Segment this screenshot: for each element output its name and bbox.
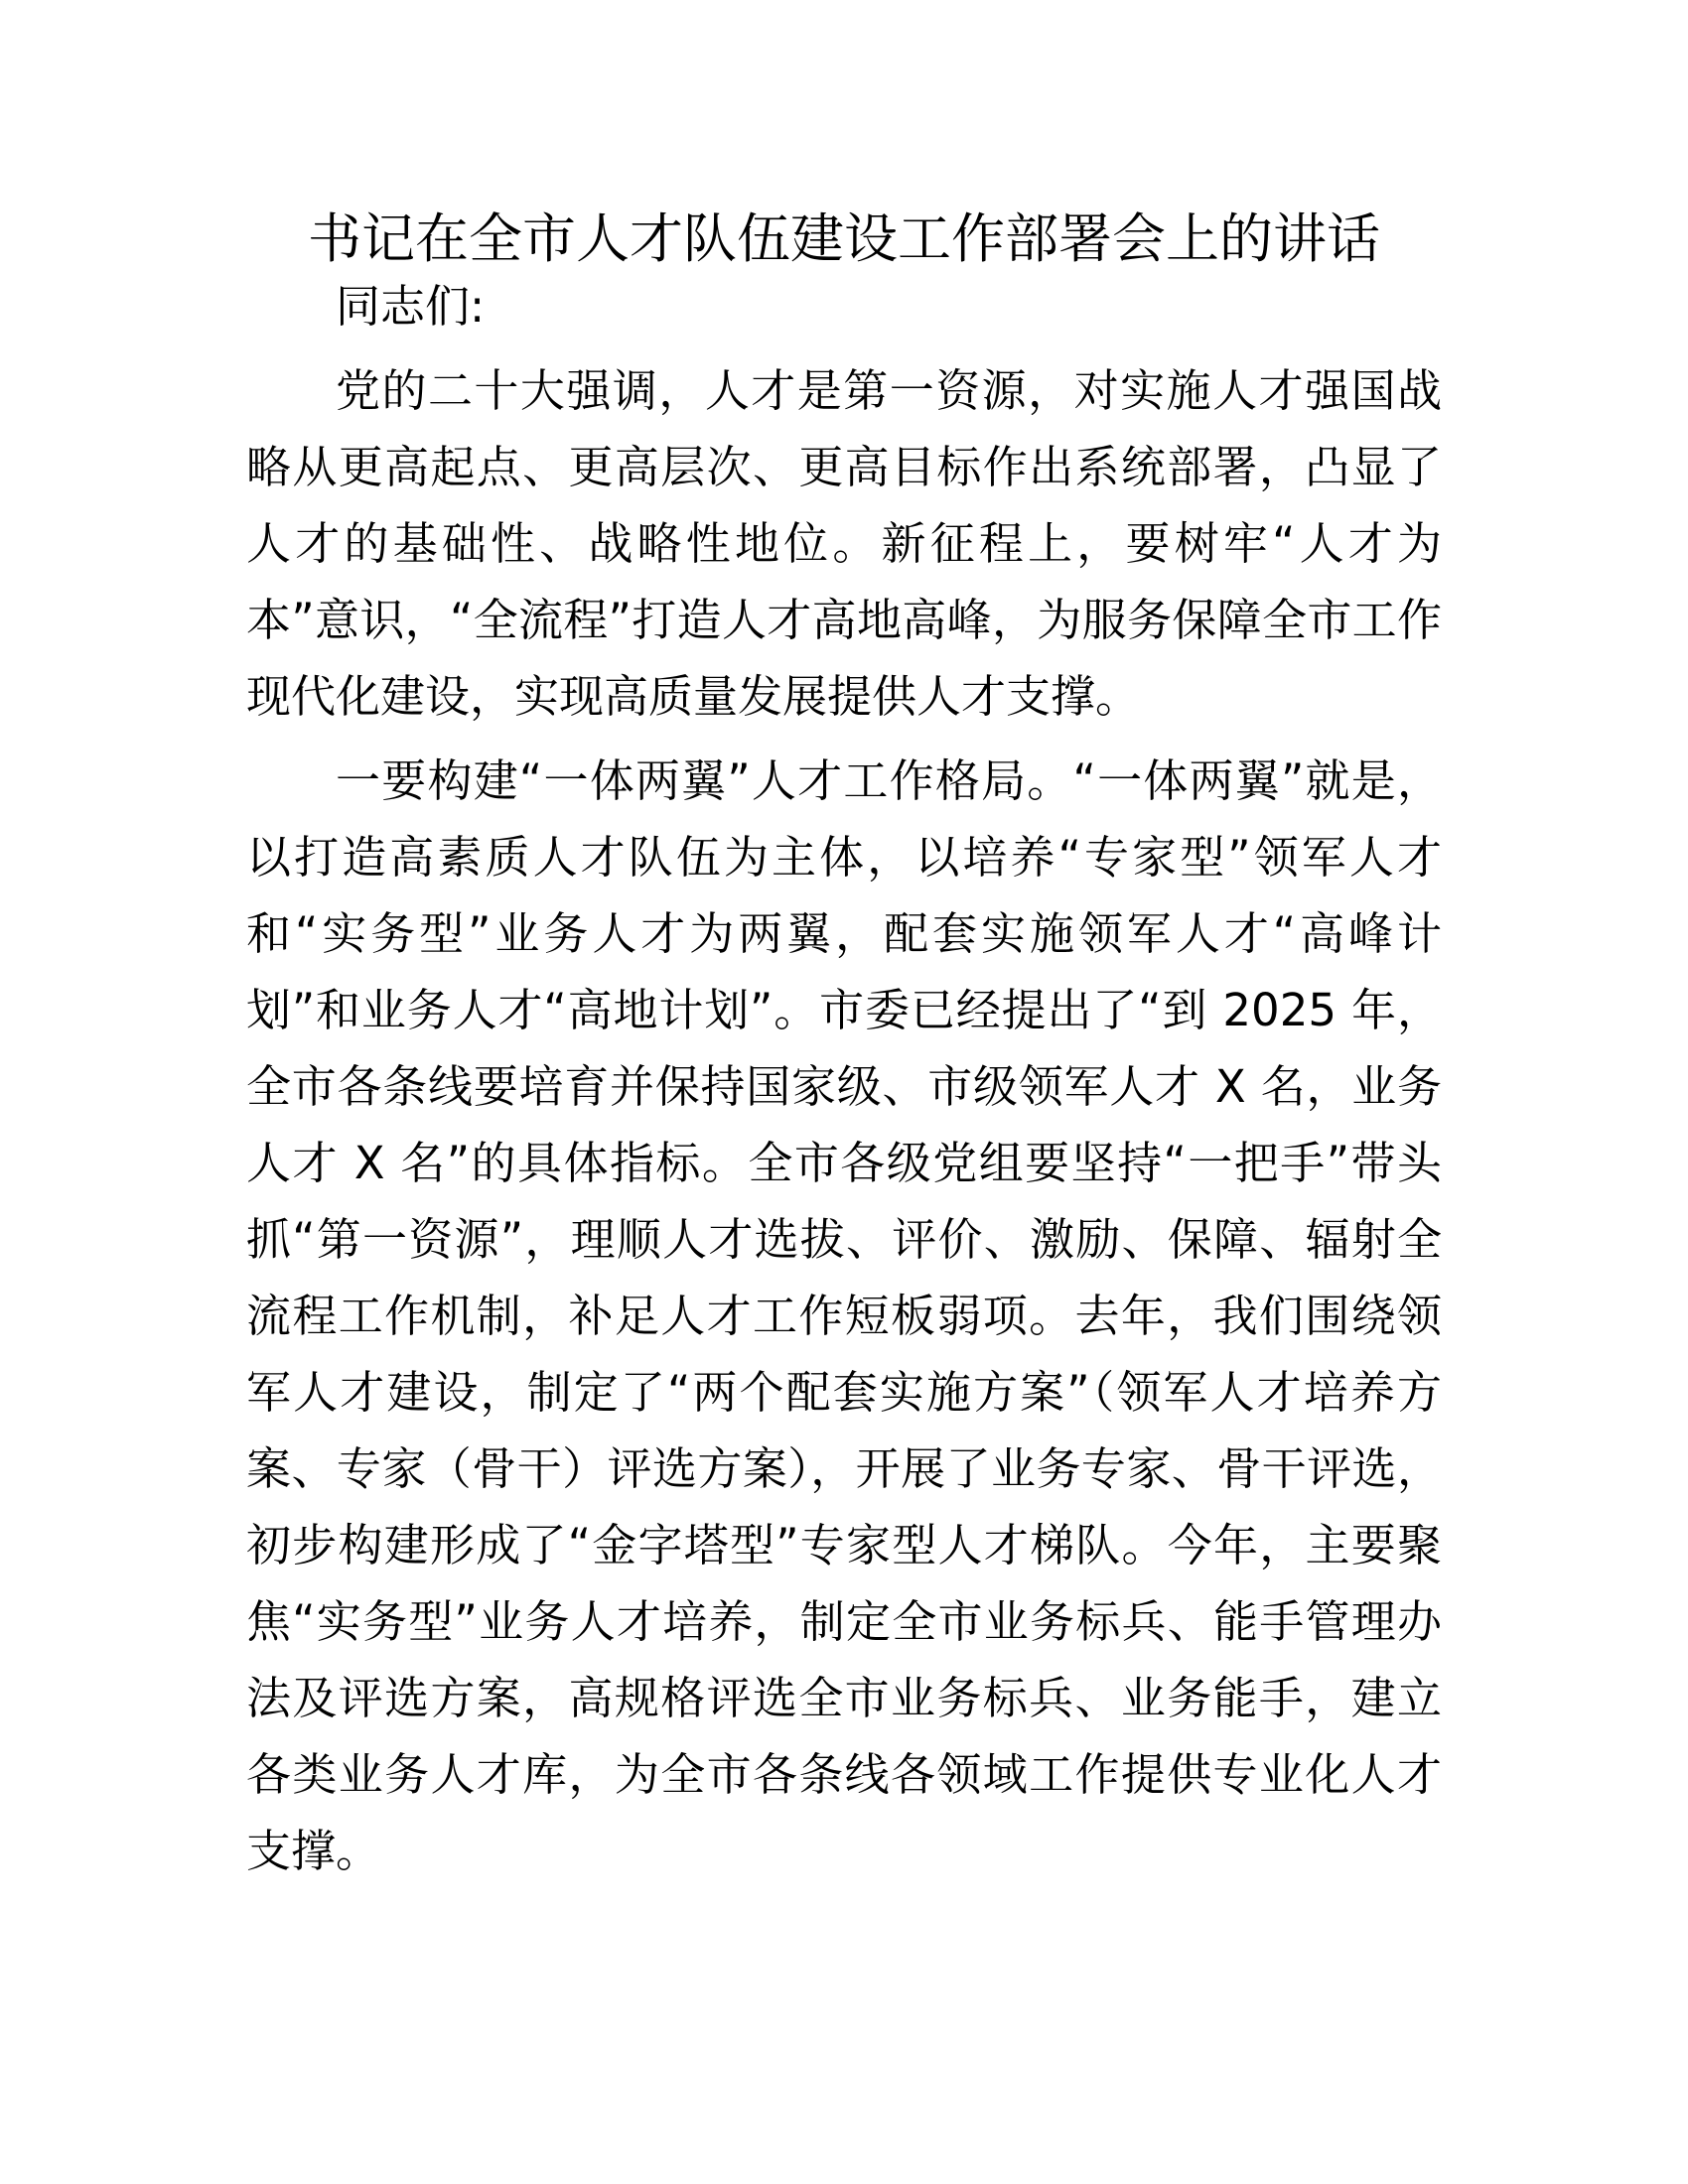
salutation: 同志们: [336, 280, 486, 333]
document-body [246, 268, 1442, 1897]
paragraph-talent-structure: 一要构建“一体两翼”人才工作格局。“一体两翼”就是，以打造高素质人才队伍为主体，以培养“专家型”领军人才和“实务型”业务人才为两翼，配套实施领军人才“高峰计划”和业务人才“高地计划”。市委已经提出了“到 2025 年，全市各条线要培育并保持国家级、市级领军人才 X 名，业务人才 X 名”的具体指标。全市各级党组要坚持“一把手”带头抓“第一资源”，理顺人才选拔、评价、激励、保障、辐射全流程工作机制，补足人才工作短板弱项。去年，我们围绕领军人才建设，制定了“两个配套实施方案”（领军人才培养方案、专家（骨干）评选方案），开展了业务专家、骨干评选，初步构建形成了“金字塔型”专家型人才梯队。今年，主要聚焦“实务型”业务人才培养，制定全市业务标兵、能手管理办法及评选方案，高规格评选全市业务标兵、业务能手，建立各类业务人才库，为全市各条线各领域工作提供专业化人才支撑。 [246, 754, 1442, 1877]
document-title: 书记在全市人才队伍建设工作部署会上的讲话 [308, 207, 1380, 270]
paragraph-intro: 党的二十大强调，人才是第一资源，对实施人才强国战略从更高起点、更高层次、更高目标作出系统部署，凸显了人才的基础性、战略性地位。新征程上，要树牢“人才为本”意识，“全流程”打造人才高地高峰，为服务保障全市工作现代化建设，实现高质量发展提供人才支撑。 [246, 364, 1442, 723]
